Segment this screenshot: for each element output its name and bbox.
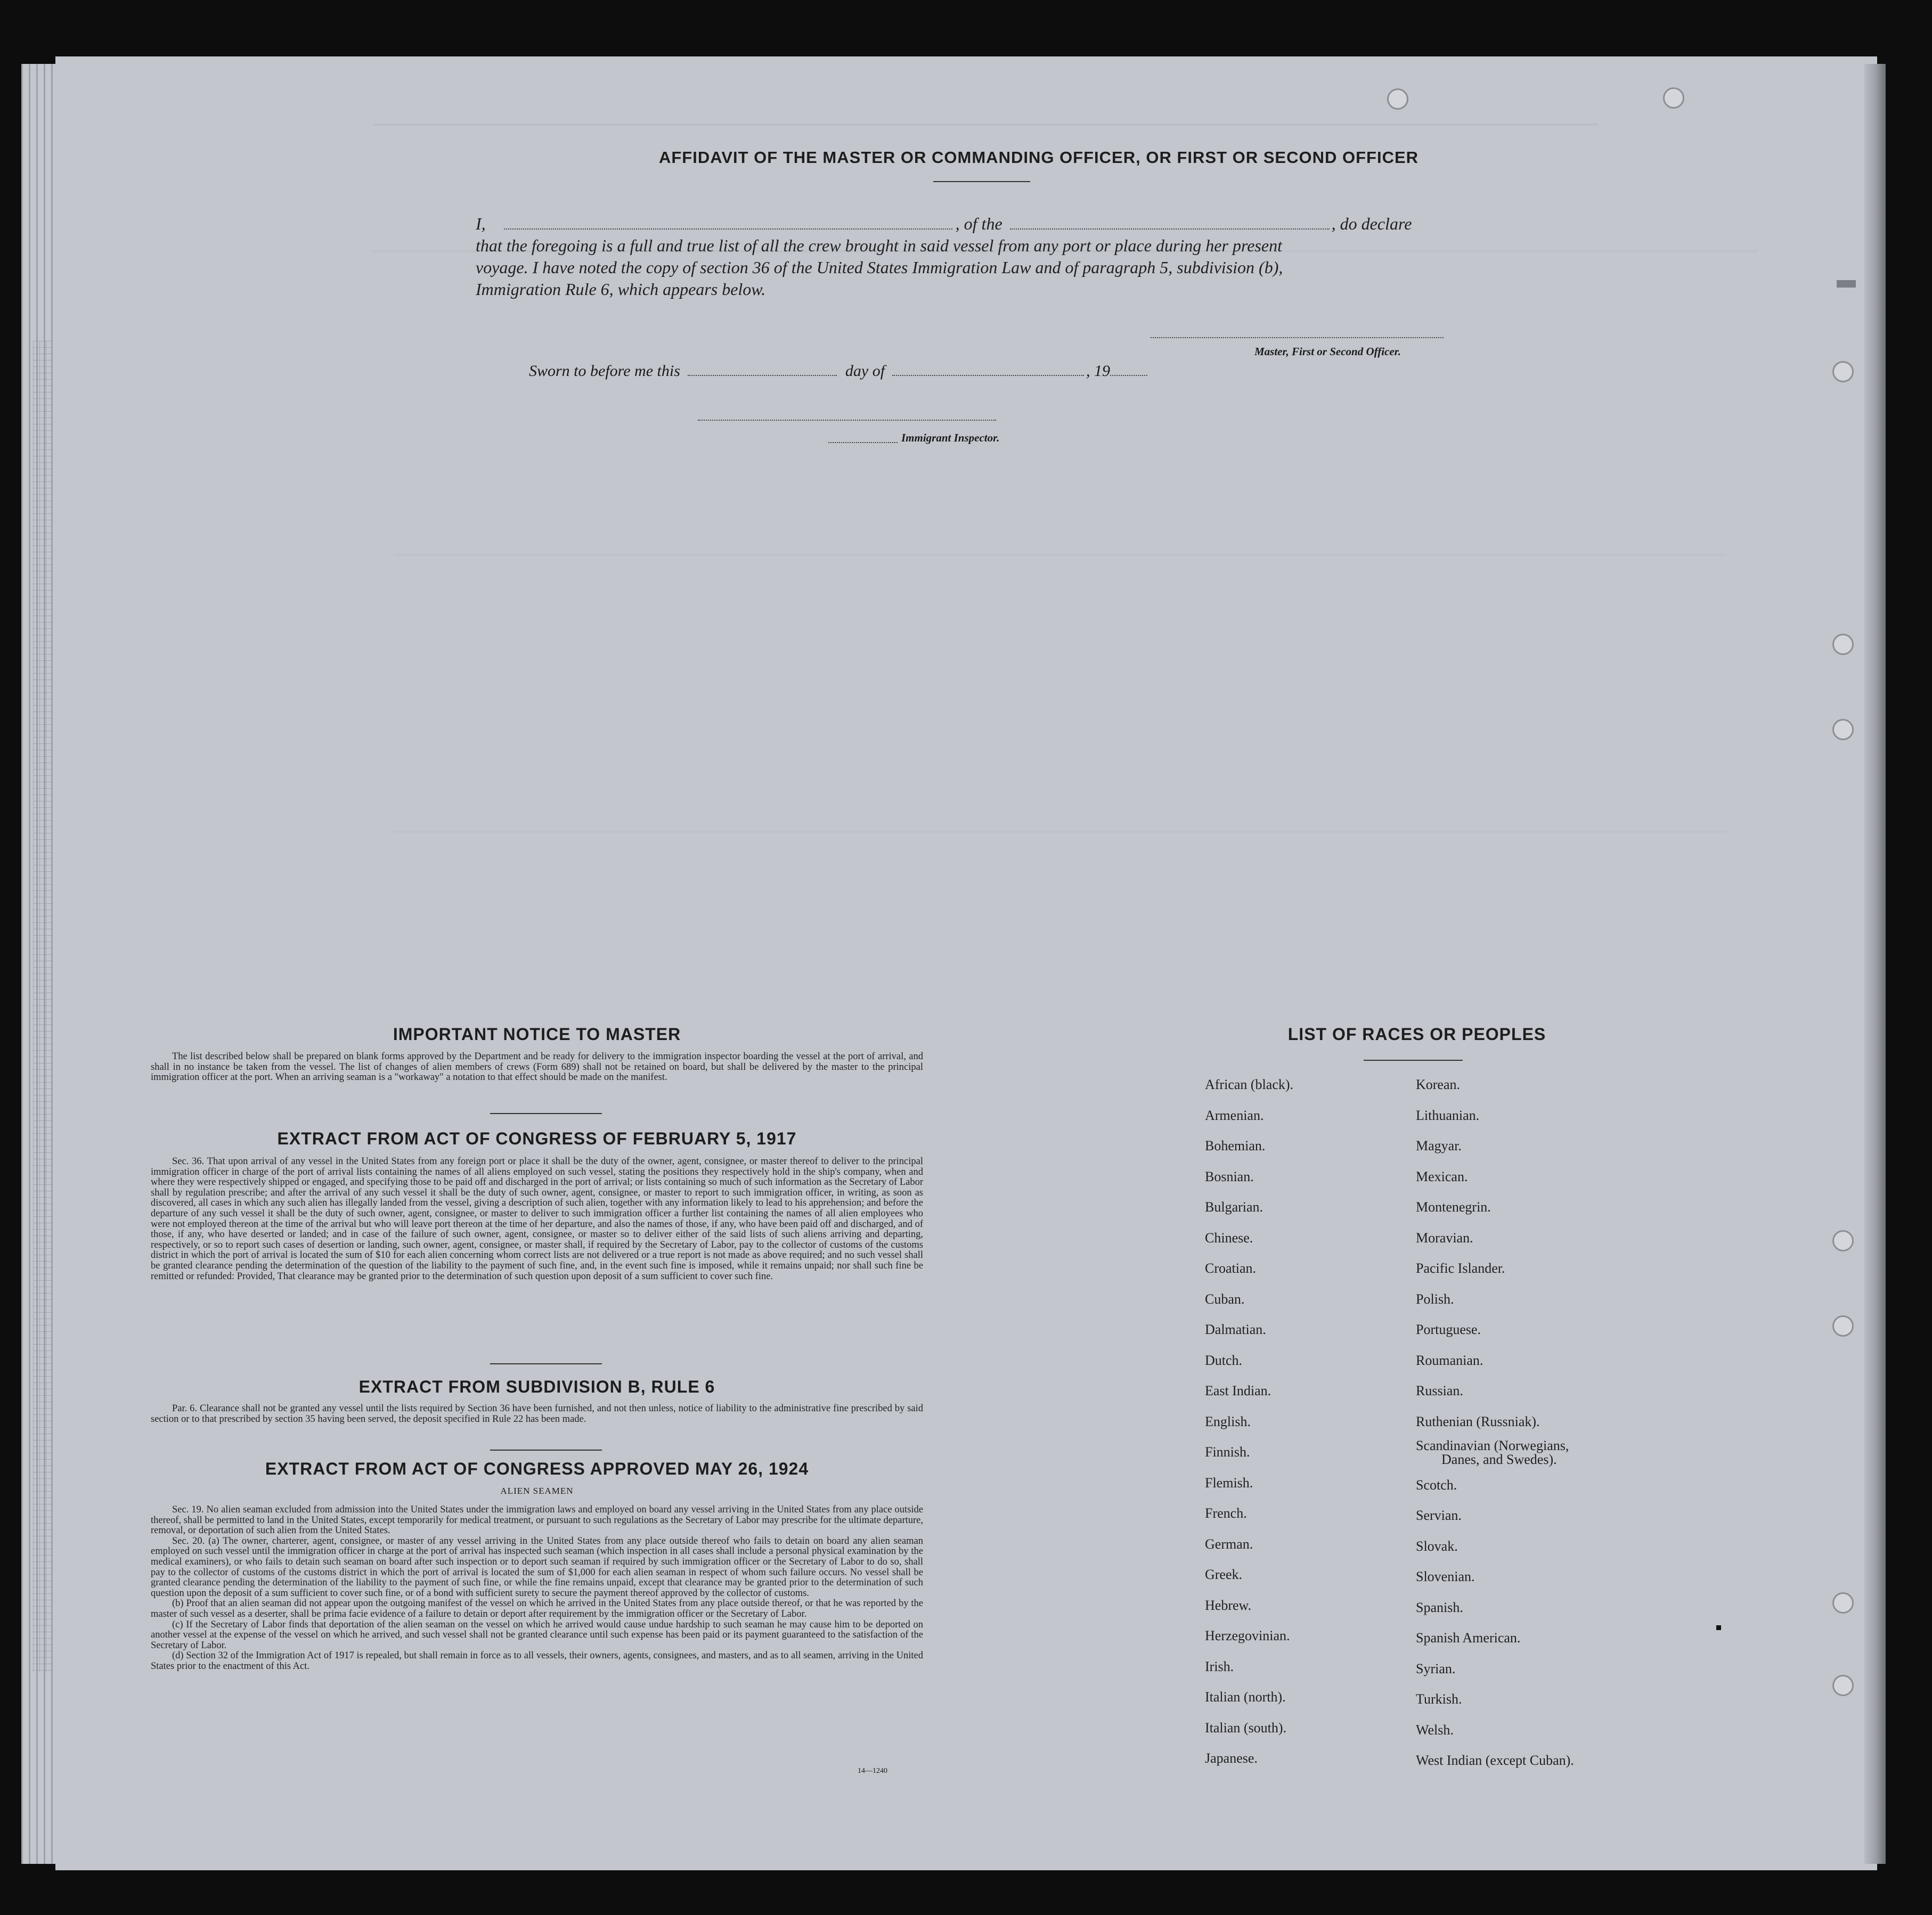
race-item: Lithuanian.: [1416, 1107, 1480, 1123]
race-item: Italian (south).: [1205, 1720, 1287, 1736]
race-item: Chinese.: [1205, 1230, 1253, 1246]
binding-grid: [33, 341, 52, 1672]
bleed-through-line: [373, 124, 1598, 126]
sec-20b-paragraph: (b) Proof that an alien seaman did not appear upon the outgoing manifest of the vessel on which he arrived in the United States from any place outside thereof, or that he was reported by the master of such vessel as a deserter, shall be prima facie evidence of a failure to detain or deport after requirement by the immigration officer or the Secretary of Labor.: [151, 1598, 923, 1619]
race-item: Spanish.: [1416, 1599, 1463, 1615]
race-item: Dalmatian.: [1205, 1322, 1266, 1337]
rule-6-text: [151, 1404, 923, 1425]
race-item: Greek.: [1205, 1567, 1243, 1582]
par-6-paragraph: Par. 6. Clearance shall not be granted any vessel until the lists required by Section 36 have been furnished, and not then unless, notice of liability to the administrative fine prescribed by said section or to that prescribed by section 35 having been served, the deposit specified in Rule 22 has been made.: [151, 1403, 923, 1425]
decl-line-2: that the foregoing is a full and true list of all the crew brought in said vessel from any port or place during her present: [476, 236, 1282, 255]
sec-19-paragraph: Sec. 19. No alien seaman excluded from admission into the United States under the immigration laws and employed on board any vessel arriving in the United States from any place outside thereof, shall be permitted to land in the United States, except temporarily for medical treatment, or pursuant to such regulations as the Secretary of Labor may prescribe for the ultimate departure, removal, or deportation of such alien from the United States.: [151, 1504, 923, 1536]
year-label: , 19: [1086, 362, 1111, 380]
vessel-field[interactable]: [1010, 228, 1330, 230]
race-item: German.: [1205, 1536, 1253, 1552]
races-title: LIST OF RACES OR PEOPLES: [1287, 1025, 1546, 1044]
race-item: Pacific Islander.: [1416, 1261, 1505, 1276]
race-item: Japanese.: [1205, 1750, 1258, 1766]
race-item: Scotch.: [1416, 1477, 1457, 1493]
races-column-2: [1416, 1069, 1682, 1776]
sworn-month-field[interactable]: [892, 375, 1084, 376]
race-item: Armenian.: [1205, 1107, 1264, 1123]
alien-seamen-subtitle: ALIEN SEAMEN: [500, 1486, 574, 1496]
race-item: Slovenian.: [1416, 1569, 1475, 1584]
day-of-label: day of: [845, 362, 885, 380]
inspector-label: Immigrant Inspector.: [901, 431, 1000, 444]
extract-1924-title: EXTRACT FROM ACT OF CONGRESS APPROVED MAY 26, 1924: [265, 1459, 809, 1478]
bleed-through-line: [394, 831, 1726, 833]
races-title-rule: [1364, 1060, 1463, 1061]
race-item: African (black).: [1205, 1077, 1294, 1092]
race-item-scandinavian: [1416, 1437, 1682, 1470]
section-rule: [490, 1113, 602, 1114]
punch-hole: [1832, 361, 1854, 382]
notice-title: IMPORTANT NOTICE TO MASTER: [393, 1025, 681, 1044]
race-item: Finnish.: [1205, 1444, 1250, 1460]
form-number: 14—1240: [858, 1767, 887, 1775]
notice-paragraph: The list described below shall be prepared on blank forms approved by the Department and be ready for delivery to the immigration inspector boarding the vessel at the port of arrival, and shall in no instance be taken from the vessel. The list of changes of alien members of crews (Form 689) shall not be retained on board, but shall be delivered by the master to the principal immigration officer at the port. When an arriving seaman is a "workaway" a notation to that effect should be made on the manifest.: [151, 1051, 923, 1083]
sec-20d-paragraph: (d) Section 32 of the Immigration Act of 1917 is repealed, but shall remain in force as to all vessels, their owners, agents, consignees, and masters, and as to all seamen, arriving in the United States prior to the enactment of this Act.: [151, 1650, 923, 1672]
punch-hole: [1832, 1592, 1854, 1614]
inspector-signature-line[interactable]: [698, 420, 996, 421]
sworn-year-field[interactable]: [1110, 375, 1147, 376]
punch-hole: [1832, 1315, 1854, 1337]
race-item: English.: [1205, 1413, 1251, 1429]
title-rule: [933, 181, 1030, 182]
race-item: Italian (north).: [1205, 1689, 1286, 1705]
decl-line-4: Immigration Rule 6, which appears below.: [476, 280, 766, 299]
race-item: Magyar.: [1416, 1138, 1462, 1153]
race-item-continuation: Danes, and Swedes).: [1441, 1452, 1557, 1467]
affidavit-title: AFFIDAVIT OF THE MASTER OR COMMANDING OFFICER, OR FIRST OR SECOND OFFICER: [658, 148, 1419, 167]
master-signature-line[interactable]: [1151, 337, 1444, 338]
sworn-day-field[interactable]: [688, 375, 837, 376]
decl-of-the: , of the: [955, 214, 1002, 233]
punch-hole: [1387, 88, 1408, 110]
punch-hole: [1832, 719, 1854, 740]
race-item: Bosnian.: [1205, 1168, 1254, 1184]
race-item: Roumanian.: [1416, 1352, 1483, 1368]
races-column-1: [1205, 1069, 1397, 1774]
sec-20c-paragraph: (c) If the Secretary of Labor finds that deportation of the alien seaman on the vessel on which he arrived would cause undue hardship to such seaman he may cause him to be deported on another vessel at the expense of the vessel on which he arrived, and such vessel shall not be granted clearance until such expense has been paid or its payment guaranteed to the satisfaction of the Secretary of Labor.: [151, 1619, 923, 1651]
race-item: Herzegovinian.: [1205, 1628, 1290, 1643]
section-rule: [490, 1363, 602, 1364]
ink-dot: [1716, 1625, 1721, 1630]
rule-6-title: EXTRACT FROM SUBDIVISION B, RULE 6: [358, 1377, 715, 1396]
race-item: Russian.: [1416, 1383, 1463, 1398]
race-item: Irish.: [1205, 1658, 1234, 1674]
declaration-text: [476, 213, 1488, 300]
extract-1924-text: [151, 1505, 923, 1672]
race-item: Syrian.: [1416, 1660, 1456, 1676]
master-signature-label: Master, First or Second Officer.: [1254, 345, 1401, 358]
race-item: Mexican.: [1416, 1168, 1468, 1184]
section-rule: [490, 1450, 602, 1451]
bleed-through-line: [394, 554, 1726, 556]
decl-line-3: voyage. I have noted the copy of section 36 of the United States Immigration Law and of paragraph 5, subdivision (b),: [476, 258, 1283, 277]
race-item: Polish.: [1416, 1291, 1454, 1307]
notice-text: [151, 1052, 923, 1083]
sworn-label: Sworn to before me this: [529, 362, 680, 380]
punch-hole: [1663, 87, 1684, 109]
decl-i: I,: [476, 214, 486, 233]
race-item: Welsh.: [1416, 1722, 1454, 1738]
sworn-line: [529, 362, 1147, 380]
extract-1917-text: [151, 1157, 923, 1282]
race-item: Servian.: [1416, 1508, 1462, 1523]
race-item: Ruthenian (Russniak).: [1416, 1413, 1540, 1429]
race-item: Hebrew.: [1205, 1597, 1252, 1613]
extract-1917-title: EXTRACT FROM ACT OF CONGRESS OF FEBRUARY 5, 1917: [277, 1129, 797, 1148]
race-item: Scandinavian (Norwegians,: [1416, 1438, 1569, 1453]
race-item: Portuguese.: [1416, 1322, 1481, 1337]
punch-hole: [1832, 1230, 1854, 1251]
race-item: Bulgarian.: [1205, 1199, 1263, 1215]
race-item: Turkish.: [1416, 1691, 1462, 1707]
race-item: East Indian.: [1205, 1383, 1271, 1398]
race-item: West Indian (except Cuban).: [1416, 1753, 1574, 1768]
race-item: Dutch.: [1205, 1352, 1243, 1368]
name-field[interactable]: [504, 228, 952, 230]
race-item: Slovak.: [1416, 1538, 1458, 1554]
inspector-short-line: [828, 442, 898, 443]
race-item: Bohemian.: [1205, 1138, 1266, 1153]
race-item: Korean.: [1416, 1077, 1461, 1092]
race-item: Montenegrin.: [1416, 1199, 1491, 1215]
page-edge-shadow: [1864, 64, 1886, 1864]
race-item: Flemish.: [1205, 1475, 1253, 1491]
decl-do-declare: , do declare: [1331, 214, 1412, 233]
race-item: Croatian.: [1205, 1261, 1257, 1276]
sec-20a-paragraph: Sec. 20. (a) The owner, charterer, agent, consignee, or master of any vessel arriving in the United States from any place outside thereof who fails to detain on board any alien seaman employed on such vessel until the immigration officer in charge at the port of arrival has inspected such seaman (which inspection in all cases shall include a personal physical examination by the medical examiners), or who fails to detain such seaman on board after such inspection or to deport such seaman if required by such immigration officer or the Secretary of Labor to do so, shall pay to the collector of customs of the customs district in which the port of arrival is located the sum of $1,000 for each alien seaman in respect of whom such failure occurs. No vessel shall be granted clearance pending the determination of the liability to the payment of such fine, or while the fine remains unpaid, except that clearance may be granted prior to the determination of such question upon the deposit of a sum sufficient to cover such fine, or of a bond with sufficient surety to secure the payment thereof approved by the collector of customs.: [151, 1535, 923, 1599]
punch-hole: [1832, 1675, 1854, 1696]
race-item: French.: [1205, 1505, 1247, 1521]
sec-36-paragraph: Sec. 36. That upon arrival of any vessel in the United States from any foreign port or place it shall be the duty of the owner, agent, consignee, or master thereof to deliver to the principal immigration officer in charge of the port of arrival lists containing the names of all aliens employed on such vessel, stating the positions they respectively hold in the ship's company, when and where they were respectively shipped or engaged, and specifying those to be paid off and discharged in the port of arrival; or lists containing so much of such information as the Secretary of Labor shall by regulation prescribe; and after the arrival of any such vessel it shall be the duty of such owner, agent, consignee, or master to report to such immigration officer, in writing, as soon as discovered, all cases in which any such alien has illegally landed from the vessel, giving a description of such alien, together with any information likely to lead to his apprehension; and before the departure of any such vessel it shall be the duty of such owner, agent, consignee, or master to deliver to such immigration officer a further list containing the names of all alien employees who were not employed thereon at the time of the arrival but who will leave port thereon at the time of her departure, and also the names of those, if any, who have been paid off and discharged, and of those, if any, who have deserted or landed; and in case of the failure of such owner, agent, consignee, or master so to deliver either of the said lists of such aliens arriving and departing, respectively, or so to report such cases of desertion or landing, such owner, agent, consignee, or master shall, if required by the Secretary of Labor, pay to the collector of customs of the customs district in which the port of arrival is located the sum of $10 for each alien concerning whom correct lists are not delivered or a true report is not made as above required; and no such vessel shall be granted clearance pending the determination of the question of the liability to the payment of such fine, and, in the event such fine is imposed, while it remains unpaid; nor shall such fine be remitted or refunded: Provided, That clearance may be granted prior to the determination of such question upon deposit of a sum sufficient to cover such fine.: [151, 1156, 923, 1282]
race-item: Cuban.: [1205, 1291, 1245, 1307]
clip-mark: [1837, 280, 1856, 288]
race-item: Spanish American.: [1416, 1630, 1521, 1646]
punch-hole: [1832, 634, 1854, 655]
race-item: Moravian.: [1416, 1230, 1473, 1246]
